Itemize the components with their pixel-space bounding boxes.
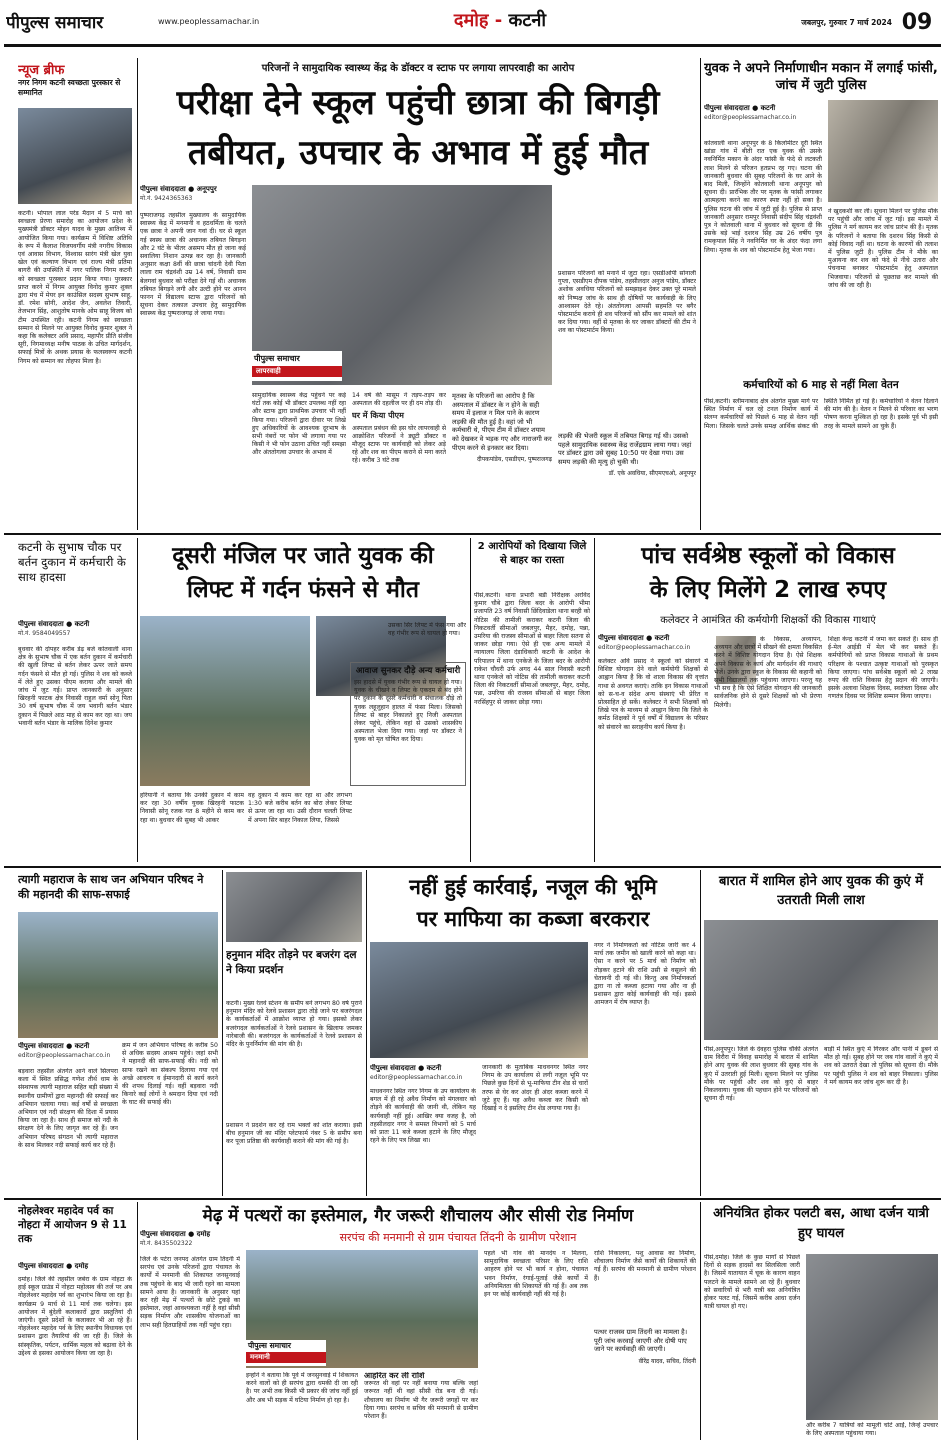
news-brief-label: न्यूज ब्रीफ: [18, 63, 65, 78]
masthead-site[interactable]: www.peoplessamachar.in: [158, 17, 260, 26]
lift-box-title: आवाज सुनकर दौड़े अन्य कर्मचारी: [355, 666, 461, 676]
village-photo: [246, 1250, 478, 1368]
village-byline: [140, 1230, 240, 1252]
lead-quote-2-text: लड़की की भेजरी स्कूल में तबियत बिगड़ गई थी। उसको पहले सामुदायिक स्वास्थ्य केंद्र राजेंद्रग्राम लाया गया। जहां पर डॉक्टर द्वारा उसे सुबह 10:50 पर देखा गया। उस समय लड़की की मृत्यु हो चुकी थी।: [558, 432, 692, 466]
village-col-3-text: जरूरत थी वहां पर नहीं बनाया गया बल्कि जहां जरूरत नहीं थी वहां सीसी रोड बना दी गई। शौचालय का निर्माण भी गैर जरूरी जगहों पर कर दिया गया। सरपंच व सचिव की मनमानी से ग्रामीण परेशान हैं।: [364, 1380, 478, 1421]
section-title: [400, 8, 600, 38]
village-headline: मेढ़ में पत्थरों का इस्तेमाल, गैर जरूरी शौचालय और सीसी रोड निर्माण: [202, 1206, 634, 1226]
mafia-photo: [370, 942, 588, 1058]
wedding-story: [704, 872, 938, 1194]
village-photo-tag: [246, 1340, 326, 1366]
lead-photo-caption: लापरवाही: [252, 366, 342, 377]
lead-byline-text: पीपुल्स संवाददाता ● अनूपपुर: [140, 185, 217, 193]
schools-col-1: कलेक्टर अवि प्रसाद ने स्कूलों को संवारने में विशिष्ट योगदान देने वाले कर्मयोगी शिक्षकों से आह्वान किया है कि वो शाला विकास की वृत्तांत गाथा से अवगत कराएं। ताकि इन विकास गाथाओं को स-च-व संदेश अन्य संस्थाएं भी प्रेरित व प्रोत्साहित हो सकें। कलेक्टर ने सभी शिक्षकों को लिखे पत्र के माध्यम से आह्वान किया कि जिले के कर्मठ शिक्षकों ने पूर्व वर्षों में विद्यालय के परिसर को संवारने का सराहनीय कार्य किया है।: [598, 658, 708, 731]
lift-col-2: वह दुकान में काम कर रहा था और लगभग 1:30 बजे करीब बर्तन का बोरा लेकर लिफ्ट से ऊपर जा रहा था। उसी दौरान चलती लिफ्ट में अपना सिर बाहर निकाल लिया, जिससे: [248, 792, 352, 824]
news-brief: [18, 60, 132, 528]
wedding-col-2: बाड़ी में स्थित कुएं में गिरकर और पानी में डूबने से मौत हो गई। सुबह होने पर जब गांव वालों ने कुएं में शव को उतराते देखा तो पुलिस को सूचना दी। मौके पर पहुंची पुलिस ने शव को बाहर निकाला। पुलिस ने मर्ग कायम कर जांच शुरू कर दी है।: [824, 1046, 938, 1086]
dateline: जबलपुर, गुरुवार 7 मार्च 2024: [801, 18, 892, 27]
schools-email: editor@peoplessamachar.co.in: [598, 644, 691, 651]
column-divider: [700, 58, 701, 530]
column-divider: [700, 870, 701, 1196]
wedding-photo: [704, 920, 938, 1040]
lift-story: [140, 540, 466, 862]
schools-subhead: कलेक्टर ने आमंत्रित की कर्मयोगी शिक्षकों की विकास गाथाएं: [660, 615, 876, 626]
masthead-logo[interactable]: पीपुल्स समाचार: [6, 13, 104, 33]
village-quote: [594, 1328, 696, 1440]
lead-photo: [252, 185, 552, 385]
mahadev-byline: पीपुल्स संवाददाता ● दमोह: [18, 1262, 89, 1270]
lift-box: [350, 662, 466, 786]
mafia-col-3: नगर ने निर्माणकर्ता को नोटिस जारी कर 4 मार्च तक जमीन को खाली करने को कहा था। ऐसा न करने पर 5 मार्च को निर्माण को तोड़कर हटाने की राशि उसी से वसूलने की चेतावनी दी गई थी। किन्तु अब निर्माणकर्ता द्वारा ना तो कब्जा हटाया गया और ना ही प्रशासन द्वारा कोई कार्यवाही की गई। इससे आमजन में रोष व्याप्त है।: [594, 942, 696, 1007]
lead-col-3: [352, 392, 446, 530]
lift-col-1: हरियानी ने बताया कि उनकी दुकान में काम कर रहा 30 वर्षीय युवक खिरहनी फाटक निवासी सोनू रजक गत 8 महीने से काम कर रहा था। बुधवार की सुबह भी आकर: [140, 792, 244, 824]
bus-caption: और करीब 7 यात्रियों को मामूली चोटें आईं, जिन्हें उपचार के लिए अस्पताल पहुंचाया गया।: [806, 1422, 938, 1438]
wedding-headline: बारात में शामिल होने आए युवक की कुएं में उतराती मिली लाश: [718, 874, 924, 908]
lift-box-body: इस हादसे में युवक गंभीर रूप से घायल हो गया। युवक के चीखने व लिफ्ट के एकदम से बंद होने पर दुकान के दूसरे कर्मचारी व संचालक दौड़े तो युवक लहूलुहान हालत में फंसा मिला। जिसको लिफ्ट से बाहर निकालते हुए निजी अस्पताल लेकर पहुंचे, लेकिन वहां से उसको शासकीय अस्पताल भेजा दिया गया। जहां पर डॉक्टर ने युवक को मृत घोषित कर दिया।: [354, 679, 462, 744]
schools-col-3: शिक्षा केन्द्र कटनी में जमा कर सकते हैं। साथ ही ई-मेल आईडी में मेल भी कर सकते हैं। कर्मयोगियों को प्राप्त विकास गाथाओं के प्रथम परिक्षण के पश्चात उत्कृष्ट गाथाओं को पुरस्कृत किया जाएगा। पांच सर्वश्रेष्ठ स्कूलों को 2 लाख रुपए की राशि विकास हेतु प्रदान की जाएगी। इसके अलावा शिक्षक दिवस, स्वतंत्रता दिवस और गणतंत्र दिवस पर विशिष्ट सम्मान किया जाएगा।: [828, 636, 938, 701]
column-divider: [366, 870, 367, 1196]
bus-headline: अनियंत्रित होकर पलटी बस, आधा दर्जन यात्री हुए घायल: [713, 1206, 929, 1241]
mahadev-headline: नोहलेश्वर महादेव पर्व का नोहटा में आयोजन 9 से 11 तक: [18, 1205, 127, 1245]
hanging-body: कोतवाली थाना अनूपपुर के 8 किलोमीटर दूरी स्थित खांडा गांव में बीती रात एक युवक की उसके नवनिर्मित मकान के अंदर फांसी के फंदे से लटकती लाश मिलने से परिजन हतप्रभ रह गए। घटना की जानकारी बुधवार की सुबह परिजनों के घर आने के बाद मिली, जिन्होंने कोतवाली थाना अनूपपुर को सूचना दी। प्रारंभिक तौर पर मृतक के फांसी लगाकर आत्महत्या करने का कारण स्पष्ट नहीं हो सका है। पुलिस घटना की जांच में जुटी हुई है। पुलिस से प्राप्त जानकारी अनुसार रामपुर निवासी संदीप सिंह चंद्रवंशी पुत्र ने कोतवाली थाना में बुधवार को सूचना दी कि उसके बड़े भाई दशरथ सिंह उम्र 26 वर्षीय पुत्र रामकृपाल सिंह ने नवनिर्मित घर के अंदर फंदा लगा लिया। मृतक के शव को पोस्टमार्टम हेतु भेजा गया।: [704, 140, 822, 254]
section-rule: [4, 1198, 941, 1200]
mahadev-story: [18, 1204, 132, 1440]
accused-story: [474, 540, 590, 862]
mafia-byline-text: पीपुल्स संवाददाता ● कटनी: [370, 1064, 442, 1072]
mafia-byline: [370, 1064, 480, 1086]
lead-headline-2: तबीयत, उपचार के अभाव में हुई मौत: [187, 133, 649, 173]
schools-col-2: के विकास, अध्यापन, अध्ययन और छात्रों में सीखने की क्षमता विकसित करने में विशिष्ट योगदान दिया है। ऐसे शिक्षक अपने विकास के कार्य और मार्गदर्शन की गाथाएं भेजें। उनके द्वारा स्कूल के विकास की कहानी को सभी विद्यालयों तक पहुंचाया जाएगा। परन्तु यह भी सच है कि ऐसे शिक्षित योगदान की जानकारी सार्वजनिक होने से दूसरे शिक्षकों को भी प्रेरणा मिलेगी।: [714, 636, 822, 709]
schools-headline-2: के लिए मिलेंगे 2 लाख रुपए: [649, 577, 887, 603]
lead-kicker: परिजनों ने सामुदायिक स्वास्थ्य केंद्र के डॉक्टर व स्टाफ पर लगाया लापरवाही का आरोप: [261, 63, 575, 74]
village-byline-text: पीपुल्स संवाददाता ● दमोह: [140, 1230, 211, 1238]
section-damoh: दमोह: [453, 10, 489, 31]
lead-col-2: सामुदायिक स्वास्थ्य केंद्र पहुंचने पर कई घंटों तक कोई भी डॉक्टर उपलब्ध नहीं रहा और स्टाफ द्वारा प्राथमिक उपचार भी नहीं किया गया। परिजनों द्वारा दीवार पर लिखे हुए अधिकारियों के आवश्यक दूरभाष के सभी नंबरों पर फोन भी लगाया गया पर किसी ने भी फोन उठाना उचित नहीं समझा और अंततोगत्वा उपचार के अभाव में: [252, 392, 346, 457]
village-col-5: राशि निकालना, पशु आवास का निर्माण, शौचालय निर्माण जैसे कार्यों की शिकायतें की गई हैं। सरपंच की मनमानी से ग्रामीण परेशान हैं।: [594, 1250, 696, 1282]
page-number: 09: [901, 10, 933, 35]
river-photo: [18, 912, 218, 1038]
hanging-byline: [704, 104, 824, 126]
lead-sub-home: घर में किया पीएम: [352, 411, 404, 421]
temple-body: कटनी। मुख्य रेलवे स्टेशन के समीप बने लगभग 80 वर्ष पुराने हनुमान मंदिर को रेलवे प्रशासन द्वारा तोड़े जाने पर बजरंगदल के कार्यकर्ताओं में आक्रोश व्याप्त हो गया। इसको लेकर बजरंगदल कार्यकर्ताओं ने रेलवे प्रशासन के खिलाफ जमकर नारेबाजी की। बजरंगदल के कार्यकर्ताओं ने रेलवे प्रशासन से मंदिर के पुनर्निर्माण की मांग की है।: [226, 1000, 362, 1049]
village-col-4: पहले भी गांव की मानदेय न मिलना, सामुदायिक स्वच्छता परिसर के लिए राशि आहरण होने पर भी कार्य न होना, पंचायत भवन निर्माण, रंगाई-पुताई जैसे कार्यों में अनियमितता की शिकायतें की गई हैं। अब तक इन पर कोई कार्यवाही नहीं की गई है।: [484, 1250, 588, 1299]
village-photo-tag-logo: पीपुल्स समाचार: [248, 1341, 291, 1350]
accused-headline: 2 आरोपियों को दिखाया जिले से बाहर का रास्ता: [477, 541, 587, 566]
schools-byline: [598, 634, 710, 656]
village-mobile: मो.नं. 8435502322: [140, 1240, 193, 1247]
lead-quote-2: [558, 432, 696, 530]
lead-headline-1: परीक्षा देने स्कूल पहुंची छात्रा की बिगड़ी: [176, 83, 660, 123]
lead-col-3b: अस्पताल प्रबंधन की इस घोर लापरवाही से आक्रोशित परिजनों ने ड्यूटी डॉक्टर व मौजूद स्टाफ पर कार्यवाही को लेकर अड़े रहे और शव का पीएम कराने से मना करते रहे। करीब 3 घंटे तक: [352, 424, 446, 465]
lead-quote-1-text: मृतका के परिजनों का आरोप है कि अस्पताल में डॉक्टर के न होने के सही समय में इलाज न मिल पाने के कारण लड़की की मौत हुई है। वहां जो भी कर्मचारी थे, पीएम टीम में डॉक्टर शयाम को देखकर वे भड़क गए और नाराजगी कर पीएम करने से इनकार कर दिया।: [452, 392, 552, 452]
katni-accident-body: बुधवार की दोपहर करीब डेढ़ बजे कोतवाली थाना क्षेत्र के सुभाष चौक में एक बर्तन दुकान में कर्मचारी की खुली लिफ्ट से बर्तन लेकर ऊपर जाते समय गर्दन फंसने से मौत हो गई। पुलिस ने शव को कब्जे में लेते हुए उसका पीएम कराया और मामले की जांच में जुट गई। प्राप्त जानकारी के अनुसार खिरहनी फाटक क्षेत्र निवासी राहुल वर्मा सोनू पिता 30 वर्ष सुभाष चौक में जय भवानी बर्तन भंडार दुकान में पिछले आठ माह से काम कर रहा था। जय भवानी बर्तन भंडार के मालिक दिनेश कुमार: [18, 646, 132, 727]
river-col-2: क्रम में जन अभियान परिषद के करीब 50 से अधिक सदस्य आश्रम पहुंचे। जहां सभी ने महानदी की साफ-सफाई की। नदी को साफ रखने का संकल्प दिलाया गया एवं अच्छे आचरण व ईमानदारी से कार्य करने की शपथ दिलाई गई। वहीं बड़वारा नदी किनारे कई लोगों ने श्रमदान दिया एवं नदी के घाट की सफाई की।: [122, 1042, 218, 1107]
brief-body: कटनी। भोपाल लाल परेड मैदान में 5 मार्च को स्वच्छता प्रेरणा समारोह का आयोजन प्रदेश के मुख्यमंत्री डॉक्टर मोहन यादव के मुख्य आतिथ्य में आयोजित किया गया। कार्यक्रम में विशिष्ट अतिथि के रूप में कैलाश विजयवर्गीय मंत्री नगरीय विकास एवं आवास विभाग, विश्वास सारंग मंत्री खेल युवा खेल एवं कल्याण विभाग एवं राज्य मंत्री प्रतिमा बागरी की उपस्थिति में नगर पालिक निगम कटनी को स्वच्छता पुरस्कार प्रदान किया गया। पुरस्कार प्राप्त करने में निगम आयुक्त विनोद कुमार शुक्ल द्वारा मंच में मेयर इन काउंसिल सदस्य सुभाष साहू, डॉ. रमेश सोनी, आदेश जैन, अवलेश तिवारी, तेजभान सिंह, आशुतोष मानके ओम साहू विजय को टीम उपस्थित रही। कटनी निगम को स्वच्छता सम्मान से मिलने पर आयुक्त विनोद कुमार शुक्ल ने कहा कि कलेक्टर अवि प्रसाद, महापौर प्रीति संजीव सूरी, निगमाध्यक्ष मनीष पाठक के उचित मार्गदर्शन, सफाई मित्रों के अथक प्रयास के फलस्वरूप कटनी निगम को सम्मान का तोहफा मिला है।: [18, 210, 132, 365]
column-divider: [137, 1202, 138, 1440]
temple-headline: हनुमान मंदिर तोड़ने पर बजरंग दल ने किया प्रदर्शन: [226, 949, 357, 976]
lead-mobile: मो.नं. 9424365363: [140, 195, 193, 202]
mafia-headline-2: पर माफिया का कब्जा बरकरार: [416, 907, 650, 931]
brief-photo: [18, 108, 132, 204]
katni-accident-byline-text: पीपुल्स संवाददाता ● कटनी: [18, 620, 90, 628]
village-story: [140, 1204, 696, 1440]
schools-headline-1: पांच सर्वश्रेष्ठ स्कूलों को विकास: [641, 543, 895, 569]
temple-story: [226, 872, 362, 1194]
mafia-col-1: माधवनगर स्थित नगर निगम के उप कार्यालय के बगल में ही रहे अवैध निर्माण को मंगलवार को तोड़ने की कार्यवाही की जानी थी, लेकिन यह कार्यवाही नहीं हुई। आखिर क्या वजह है, जो तहसीलदार नगर ने समस्त विभागों को 5 मार्च को प्रातः 11 बजे कब्जा हटाने के लिए मौजूद रहने के लिए पत्र लिखा था।: [370, 1088, 476, 1145]
salary-story: [704, 378, 938, 530]
lead-byline: [140, 185, 248, 207]
lift-headline-1: दूसरी मंजिल पर जाते युवक की: [172, 543, 434, 569]
lead-photo-tag-logo: पीपुल्स समाचार: [254, 354, 300, 363]
katni-accident-mobile: मो.नं. 9584049557: [18, 630, 71, 637]
river-body: बड़वारा तहसील अंतर्गत आने वाले सिलपरा कला में स्थित प्रसिद्ध गणेश तीर्थ धाम के संस्थापक त्यागी महाराज सहित बड़ी संख्या में स्थानीय ग्रामीणों द्वारा महानदी की सफाई कर अभियान चलाया गया। कई वर्षों से स्वच्छता अभियान एवं नदी संरक्षण की दिशा में प्रयास किया जा रहा है। साथ ही समाज को नदी के संरक्षण देने के लिए जागृत कर रहे हैं। जन अभियान परिषद संगठन भी त्यागी महाराज के साथ मिलकर नदी सफाई कार्य कर रहे हैं।: [18, 1068, 118, 1149]
village-quote-text: पत्थर राजस्व ग्राम तिंदनी का मामला है। पूरी जांच करवाई जाएगी और दोषी पाए जाने पर कार्यवाही की जाएगी।: [594, 1328, 688, 1354]
village-quote-by: वीरेंद्र यादव, सचिव, तिंदनी: [638, 1357, 696, 1365]
section-separator: -: [494, 10, 509, 31]
katni-accident: [18, 540, 132, 862]
village-photo-caption: मनमानी: [246, 1352, 326, 1363]
accused-body: पीसं,कटनी। थाना प्रभारी बडी निरीक्षक अरविंद कुमार चौबे द्वारा जिला बदर के आरोपी भीमा प्रजापति 23 वर्ष निवासी छिंदिवाडेला थाना बरही को नोटिस की तामीली कराकर कटनी जिला की निकटवर्ती सीमाओं जबलपुर, मैहर, दमोह, पन्ना, उमरिया की राजस्व सीमाओं से बाहर जिला सतना से जाकर छोड़ा गया। ऐसे ही एक अन्य मामले में न्यायालय जिला दंडाधिकारी कटनी के आदेश के परिपालन में थाना एनकेजे के जिला बदर के आरोपी राकेश चौधरी उर्फ अगद 44 साल निवासी कटनी थाना एनकेजे को नोटिस की तामीली कराकर कटनी जिला की निकटवर्ती सीमाओं जबलपुर, मैहर, दमोह, पन्ना, उमरिया की राजस्व सीमाओं से बाहर जिला नरसिंहपुर से जाकर छोड़ा गया।: [474, 592, 590, 706]
schools-story: [598, 540, 938, 862]
masthead-rule: [4, 44, 941, 47]
column-divider: [594, 538, 595, 862]
village-subhead: सरपंच की मनमानी से ग्राम पंचायत तिंदनी के ग्रामीण परेशान: [339, 1231, 577, 1244]
column-divider: [700, 1202, 701, 1440]
lead-col-1: पुष्पराजगढ़ तहसील मुख्यालय के सामुदायिक स्वास्थ्य केंद्र में मनमानी व हठधर्मिता के चलते एक छात्रा ने अपनी जान गवां दी। घर से स्कूल गई स्वस्थ छात्रा की अचानक तबियत बिगड़ना और 2 घंटे के भीतर असमय मौत हो जाना कई सवालिया निशान उत्पन्न कर रहा है। जानकारी अनुसार कक्षा 8वीं की छात्रा चांदनी देवी पिता लाला राम चंद्रवंशी उम्र 14 वर्ष, निवासी ग्राम बेलगवां बुधवार को परीक्षा देने गई थी। अचानक तबियत बिगड़ने लगी और उल्टी होने पर आनन फानन में विद्यालय स्टाफ द्वारा परिजनों को सूचना देकर तत्काल उपचार हेतु सामुदायिक स्वास्थ्य केंद्र पुष्पराजगढ़ ले जाया गया।: [140, 212, 246, 318]
column-divider: [137, 538, 138, 862]
lead-story: [140, 60, 696, 530]
schools-byline-text: पीपुल्स संवाददाता ● कटनी: [598, 634, 670, 642]
lead-col-3-text: 14 वर्ष की मासूम ने तड़प-तड़प कर अस्पताल की दहलीज पर ही दम तोड़ दी।: [352, 392, 446, 408]
mahadev-body: दमोह। जिले की तहसील जबेरा के ग्राम नोहटा के हाई स्कूल ग्राउंड में नोहटा महोत्सव की तर्ज पर अब नोहलेश्वर महादेव पर्व का शुभारंभ किया जा रहा है। कार्यक्रम 9 मार्च से 11 मार्च तक चलेगा। इस आयोजन में बुंदेली कलाकारों द्वारा प्रस्तुतियां दी जाएंगी। दूसरे प्रदेशों के कलाकार भी आ रहे हैं। नोहलेश्वर महादेव पर्व के लिए स्थानीय विधायक एवं प्रशासन द्वारा तैयारियां की जा रही हैं। जिले के सांस्कृतिक, पर्यटन, धार्मिक महत्व को बढ़ावा देने के उद्देश्य से इसका आयोजन किया जा रहा है।: [18, 1276, 132, 1357]
village-col-3: [364, 1372, 478, 1440]
village-col-1: जिले के पटेरा जनपद अंतर्गत ग्राम तिंदनी में सरपंच एवं उनके परिजनों द्वारा पंचायत के कार्यों में मनमानी की शिकायत जनसुनवाई तक पहुंचने के बाद भी जारी रहने का मामला सामने आया है। जानकारी के अनुसार यहां कर रही मेढ़ में पत्थरों के छोटे टुकड़े का इस्तेमाल, जहां आवश्यकता नहीं है वहां सीसी सड़क निर्माण और शासकीय योजनाओं का लाभ सही हितग्राहियों तक नहीं पहुंच रहा।: [140, 1256, 240, 1329]
lead-quote-1-by: दीपकपांडेय, एसडीएम, पुष्पराजगढ़: [476, 456, 552, 464]
river-byline-text: पीपुल्स संवाददाता ● कटनी: [18, 1042, 90, 1050]
hanging-email: editor@peoplessamachar.co.in: [704, 114, 797, 121]
katni-accident-byline: [18, 620, 132, 642]
mafia-headline-1: नहीं हुई कार्रवाई, नजूल की भूमि: [409, 875, 657, 899]
village-col-2: इन्होंने ने बताया कि पूर्व में जनसुनवाई में शिकायत करने वालों को ही सरपंच द्वारा धमकी दी जा रही है। पर अभी तक किसी भी प्रकार की जांच नहीं हुई और अब भी सड़क में घटिया निर्माण हो रहा है।: [246, 1372, 358, 1404]
river-byline: [18, 1042, 128, 1064]
lead-col-4: प्रशासन परिजनों को मनाने में जुटा रहा। एसडीओपी सोनाली गुप्ता, एसडीएम दीपक पांडेय, तहसीलदार अनुज पांडेय, डॉक्टर अशोक अवधिया परिजनों को समझाइश देकर उक्त पूरे मामले को निष्पक्ष जांच के साथ ही दोषियों पर कार्यवाही के लिए आश्वासन देते रहे। अंततोगत्वा आपसी सहमति पर बगैर पोस्टमार्टम कराये ही शव परिजनों को सौंप कर मामले को शांत कर दिया गया। वहीं से मृतका के घर जाकर डॉक्टरों की टीम ने शव का पोस्टमार्टम किया।: [558, 270, 696, 335]
lift-col-3: उसका सिर लिफ्ट में फंस गया और वह गंभीर रूप से घायल हो गया।: [388, 622, 466, 638]
lift-headline-2: लिफ्ट में गर्दन फंसने से मौत: [187, 577, 419, 603]
lead-quote-2-by: डॉ. एके अवधिया, सीएमएचओ, अनूपपुर: [608, 470, 696, 478]
lead-quote-1: [452, 392, 552, 530]
hanging-byline-text: पीपुल्स संवाददाता ● कटनी: [704, 104, 776, 112]
column-divider: [222, 870, 223, 1196]
hanging-story: [704, 60, 938, 370]
river-headline: त्यागी महाराज के साथ जन अभियान परिषद ने की महानदी की साफ-सफाई: [18, 873, 204, 901]
bus-body: पीसं,दमोह। जिले के कुछ मार्गों से पिछले दिनों से सड़क हादसों का सिलसिला जारी है। जिसमें यातायात में चूक के कारण वाहन पलटने के मामले सामने आ रहे हैं। बुधवार को सवारियों से भरी यात्री बस अनियंत्रित होकर पलट गई, जिसमें करीब आधा दर्जन यात्री घायल हो गए।: [704, 1254, 800, 1311]
bus-story: [704, 1204, 938, 1440]
section-katni: कटनी: [508, 10, 547, 31]
mafia-col-2: जानकारी के मुताबिक माधवनगर स्थित नगर निगम के उप कार्यालय से लगी नजूल भूमि पर पिछले कुछ दिनों से भू-माफिया टीन शेड से चारों तरफ से घेर कर अंदर ही अंदर कब्जा करने में जुटे हुए हैं। यह अवैध कब्जा कर किसी को दिखाई न दे इसलिए टीन शेड लगाया गया है।: [482, 1064, 588, 1113]
river-story: [18, 872, 218, 1194]
hanging-headline: युवक ने अपने निर्माणाधीन मकान में लगाई फांसी, जांच में जुटी पुलिस: [704, 61, 938, 93]
temple-photo: [226, 872, 362, 942]
bus-photo: [806, 1254, 938, 1420]
section-rule: [4, 866, 941, 868]
hanging-photo: [828, 100, 938, 202]
mafia-story: [370, 872, 696, 1194]
lead-photo-tag: [252, 351, 342, 381]
river-email: editor@peoplessamachar.co.in: [18, 1052, 111, 1059]
salary-body: पीसं,कटनी। स्लीमनाबाद क्षेत्र अंतर्गत मुख्य मार्ग पर स्थित निर्माण में चल रहे टनल निर्माण कार्य में संलग्न कर्मचारियों को पिछले 6 माह से वेतन नहीं मिला। जिसके चलते उनके समक्ष आर्थिक संकट की स्थिति निर्मित हो गई है। कर्मचारियों ने वेतन दिलाने की मांग की है। वेतन न मिलने से परिवार का भरण पोषण करना मुश्किल हो रहा है। इसके पूर्व भी इसी तरह के मामले सामने आ चुके हैं।: [704, 398, 938, 430]
hanging-body-2: ने खुदकशी कर ली। सूचना मिलने पर पुलिस मौके पर पहुंची और जांच में जुट गई। इस मामले में पुलिस ने मर्ग कायम कर जांच प्रारंभ की है। मृतक के परिजनों ने बताया कि दशरथ सिंह किसी से कोई विवाद नहीं था। घटना के कारणों की तलाश में पुलिस जुटी है। पुलिस टीम ने मौके का मुआयना कर शव को फंदे से नीचे उतारा और पंचनामा बनाकर पोस्टमार्टम हेतु अस्पताल भिजवाया। परिजनों से पूछताछ कर मामले की जांच की जा रही है।: [828, 208, 938, 289]
column-divider: [470, 538, 471, 862]
section-rule: [4, 533, 941, 535]
temple-col-2: प्रशासन ने प्रदर्शन कर रहे राम भक्तों को शांत कराया। इसी बीच हनुमान जी का मंदिर प्लेटफार्म नंबर 5 के समीप बना कर पूजा प्रतिष्ठा की कार्यवाही कराने की मांग की गई है।: [226, 1122, 362, 1146]
katni-accident-headline: कटनी के सुभाष चौक पर बर्तन दुकान में कर्मचारी के साथ हादसा: [18, 540, 126, 584]
mafia-email: editor@peoplessamachar.co.in: [370, 1074, 463, 1081]
village-sub-gov: आहरित कर ली राशि: [364, 1372, 425, 1380]
salary-headline: कर्मचारियों को 6 माह से नहीं मिला वेतन: [743, 379, 899, 391]
wedding-body: पीसं,अनूपपुर। जिले के देवहरा पुलिस चौकी अंतर्गत ग्राम विरौरा में विवाह समारोह में बारात में शामिल होने आए युवक की लाश बुधवार की सुबह गांव के कुएं में उतराती हुई मिली। सूचना मिलने पर पुलिस मौके पर पहुंची और शव को कुएं से बाहर निकलवाया। युवक की पहचान होने पर परिजनों को सूचना दी गई।: [704, 1046, 818, 1103]
column-divider: [137, 58, 138, 530]
masthead: [0, 0, 945, 50]
lift-photo-1: [140, 616, 310, 786]
news-brief-subhead: नगर निगम कटनी स्वच्छता पुरस्कार से सम्मानित: [18, 78, 121, 97]
